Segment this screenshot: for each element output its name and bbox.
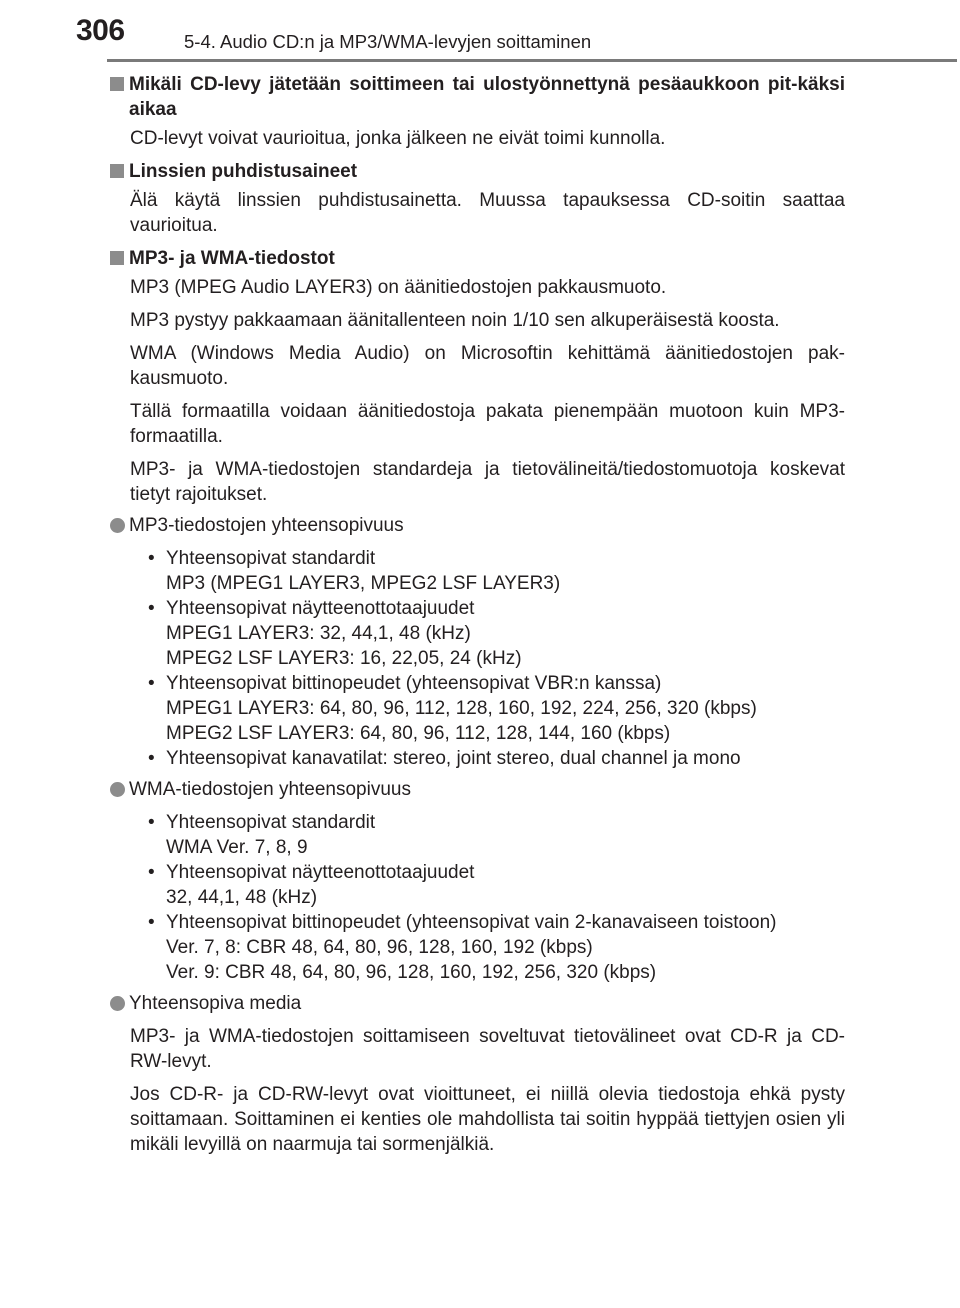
- list-item: • Yhteensopivat kanavatilat: stereo, joint stereo, dual channel ja mono: [148, 748, 741, 769]
- media-compat-heading: Yhteensopiva media: [110, 991, 845, 1016]
- paragraph: Tällä formaatilla voidaan äänitiedostoja pakata pienempään muotoon kuin MP3-formaatilla.: [130, 401, 845, 447]
- paragraph: MP3 pystyy pakkaamaan äänitallenteen noin 1/10 sen alkuperäisestä koosta.: [130, 310, 780, 331]
- page-number: 306: [76, 14, 125, 47]
- mp3-compat-heading: MP3-tiedostojen yhteensopivuus: [110, 513, 845, 538]
- section-heading: Mikäli CD-levy jätetään soittimeen tai ulostyönnettynä pesäaukkoon pit-käksi aikaa: [110, 72, 845, 122]
- paragraph: WMA (Windows Media Audio) on Microsoftin kehittämä äänitiedostojen pak-kausmuoto.: [130, 343, 845, 389]
- square-bullet-icon: [110, 164, 124, 178]
- paragraph: Älä käytä linssien puhdistusainetta. Muussa tapauksessa CD-soitin saattaa vaurioitua.: [130, 190, 845, 236]
- header-rule: [107, 59, 957, 62]
- list-item: • Yhteensopivat bittinopeudet (yhteensopivat VBR:n kanssa) MPEG1 LAYER3: 64, 80, 96, 112, 128, 160, 192, 224, 256, 320 (kbps) MPEG2 LSF LAYER3: 64, 80, 96, 112, 128, 144, 160 (kbps): [148, 673, 757, 744]
- paragraph: Jos CD-R- ja CD-RW-levyt ovat vioittuneet, ei niillä olevia tiedostoja ehkä pysty soittamaan. Soittaminen ei kenties ole mahdollista tai soitin hyppää tiettyjen osien yli mikäli levyillä on naarmuja tai sormenjälkiä.: [130, 1084, 845, 1155]
- square-bullet-icon: [110, 251, 124, 265]
- circle-bullet-icon: [110, 782, 125, 797]
- list-item: • Yhteensopivat standardit WMA Ver. 7, 8, 9: [148, 812, 376, 858]
- section-heading: Linssien puhdistusaineet: [110, 159, 845, 184]
- page-header: [0, 0, 960, 62]
- section-mp3-wma-files: [110, 246, 845, 1157]
- list-item: • Yhteensopivat näytteenottotaajuudet MPEG1 LAYER3: 32, 44,1, 48 (kHz) MPEG2 LSF LAYER3: 16, 22,05, 24 (kHz): [148, 598, 522, 669]
- section-cd-left-in-player: [110, 72, 845, 151]
- paragraph: MP3- ja WMA-tiedostojen soittamiseen soveltuvat tietovälineet ovat CD-R ja CD-RW-levyt.: [130, 1026, 845, 1072]
- wma-compat-heading: WMA-tiedostojen yhteensopivuus: [110, 777, 845, 802]
- paragraph: MP3- ja WMA-tiedostojen standardeja ja tietovälineitä/tiedostomuotoja koskevat tietyt rajoitukset.: [130, 459, 845, 505]
- page-content: [110, 72, 845, 1165]
- circle-bullet-icon: [110, 996, 125, 1011]
- circle-bullet-icon: [110, 518, 125, 533]
- list-item: • Yhteensopivat bittinopeudet (yhteensopivat vain 2-kanavaiseen toistoon) Ver. 7, 8: CBR 48, 64, 80, 96, 128, 160, 192 (kbps) Ver. 9: CBR 48, 64, 80, 96, 128, 160, 192, 256, 320 (kbps): [148, 912, 777, 983]
- list-item: • Yhteensopivat standardit MP3 (MPEG1 LAYER3, MPEG2 LSF LAYER3): [148, 548, 561, 594]
- wma-compat-list: [110, 810, 845, 985]
- running-head: 5-4. Audio CD:n ja MP3/WMA-levyjen soittaminen: [184, 31, 592, 52]
- square-bullet-icon: [110, 77, 124, 91]
- paragraph: MP3 (MPEG Audio LAYER3) on äänitiedostojen pakkausmuoto.: [130, 277, 667, 298]
- mp3-compat-list: [110, 546, 845, 771]
- list-item: • Yhteensopivat näytteenottotaajuudet 32, 44,1, 48 (kHz): [148, 862, 475, 908]
- section-heading: MP3- ja WMA-tiedostot: [110, 246, 845, 271]
- paragraph: CD-levyt voivat vaurioitua, jonka jälkeen ne eivät toimi kunnolla.: [130, 128, 666, 149]
- section-lens-cleaners: [110, 159, 845, 238]
